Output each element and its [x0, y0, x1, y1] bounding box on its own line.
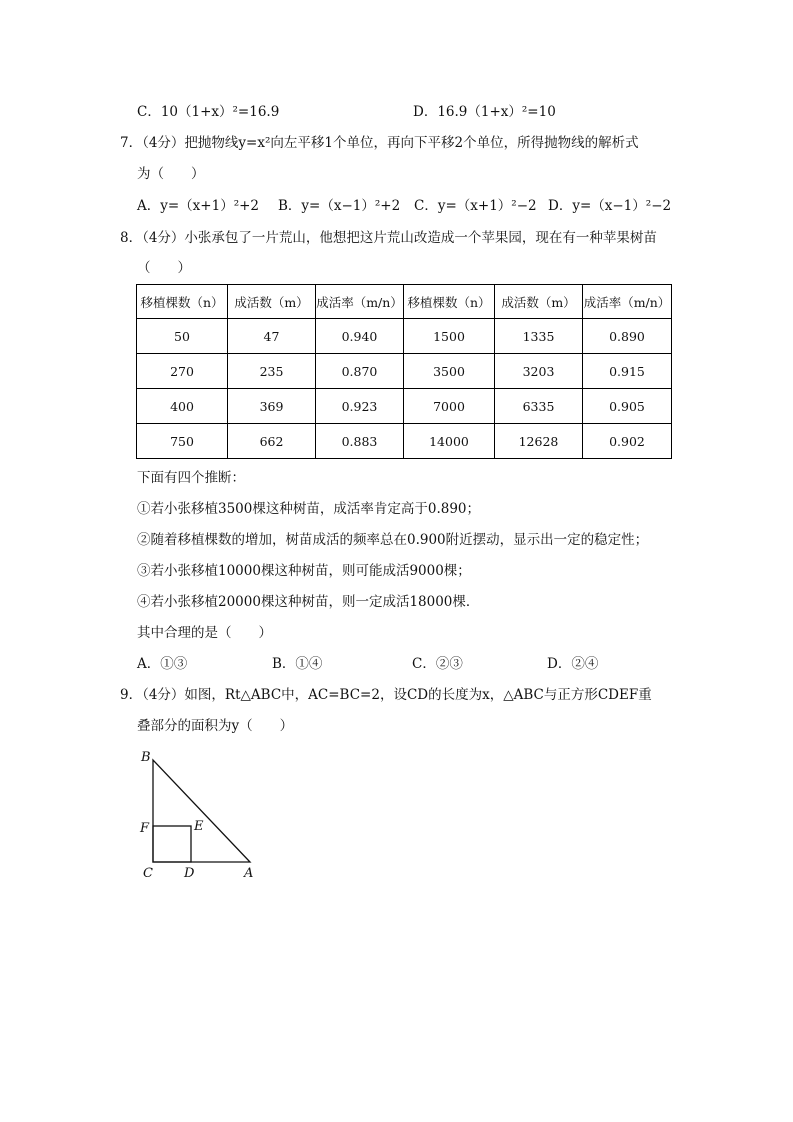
q7-option-c: C．y=（x+1）²−2 — [414, 198, 537, 214]
q8-question: 其中合理的是（ ） — [137, 625, 272, 641]
table-header-row — [137, 285, 672, 319]
q6-option-d: D．16.9（1+x）²=10 — [413, 104, 556, 120]
table-cell: 0.940 — [316, 319, 404, 354]
q9-stem-line1: 9．（4分）如图，Rt△ABC中，AC=BC=2，设CD的长度为x，△ABC与正方形CDEF重 — [120, 687, 652, 703]
table-cell: 0.883 — [316, 424, 404, 459]
table-header: 成活率（m/n） — [316, 285, 404, 319]
q7-option-b: B．y=（x−1）²+2 — [278, 198, 401, 214]
table-cell: 50 — [137, 319, 228, 354]
table-cell: 0.870 — [316, 354, 404, 389]
table-cell: 400 — [137, 389, 228, 424]
label-a: A — [244, 866, 254, 881]
label-f: F — [140, 821, 150, 836]
triangle-abc — [153, 760, 250, 862]
table-cell: 0.905 — [583, 389, 672, 424]
q7-option-d: D．y=（x−1）²−2 — [548, 198, 672, 214]
triangle-square-figure — [136, 746, 276, 886]
table-header: 成活数（m） — [228, 285, 316, 319]
table-cell: 0.923 — [316, 389, 404, 424]
q8-option-b: B．①④ — [272, 656, 323, 672]
q8-statement-2: ②随着移植棵数的增加，树苗成活的频率总在0.900附近摆动，显示出一定的稳定性； — [137, 532, 649, 548]
q8-statement-1: ①若小张移植3500棵这种树苗，成活率肯定高于0.890； — [137, 501, 481, 517]
q9-stem-line2: 叠部分的面积为y（ ） — [137, 718, 294, 734]
table-cell: 750 — [137, 424, 228, 459]
label-b: B — [141, 750, 151, 765]
q8-option-a: A．①③ — [137, 656, 188, 672]
table-cell: 0.890 — [583, 319, 672, 354]
table-header: 移植棵数（n） — [404, 285, 495, 319]
table-header: 成活率（m/n） — [583, 285, 672, 319]
label-d: D — [184, 866, 195, 881]
table-cell: 1335 — [495, 319, 583, 354]
label-e: E — [194, 819, 204, 834]
table-cell: 0.902 — [583, 424, 672, 459]
q7-stem-line2: 为（ ） — [137, 166, 205, 182]
table-cell: 47 — [228, 319, 316, 354]
table-cell: 3500 — [404, 354, 495, 389]
q8-statement-4: ④若小张移植20000棵这种树苗，则一定成活18000棵． — [137, 594, 480, 610]
q8-option-c: C．②③ — [412, 656, 463, 672]
q6-option-c: C．10（1+x）²=16.9 — [137, 104, 280, 120]
table-cell: 0.915 — [583, 354, 672, 389]
table-cell: 369 — [228, 389, 316, 424]
table-cell: 6335 — [495, 389, 583, 424]
table-cell: 235 — [228, 354, 316, 389]
table-header: 成活数（m） — [495, 285, 583, 319]
table-cell: 1500 — [404, 319, 495, 354]
q7-stem-line1: 7．（4分）把抛物线y=x²向左平移1个单位，再向下平移2个单位，所得抛物线的解析式 — [120, 135, 639, 151]
table-row — [137, 354, 672, 389]
table-cell: 12628 — [495, 424, 583, 459]
table-row — [137, 319, 672, 354]
survival-rate-table — [136, 284, 672, 459]
q8-stem-line2: （ ） — [137, 260, 191, 276]
table-cell: 662 — [228, 424, 316, 459]
q8-statement-3: ③若小张移植10000棵这种树苗，则可能成活9000棵； — [137, 563, 471, 579]
label-c: C — [143, 866, 153, 881]
table-header: 移植棵数（n） — [137, 285, 228, 319]
table-row — [137, 389, 672, 424]
q8-option-d: D．②④ — [547, 656, 599, 672]
q7-option-a: A．y=（x+1）²+2 — [137, 198, 260, 214]
q8-inference-intro: 下面有四个推断： — [137, 470, 245, 486]
table-cell: 7000 — [404, 389, 495, 424]
table-cell: 270 — [137, 354, 228, 389]
table-row — [137, 424, 672, 459]
table-cell: 3203 — [495, 354, 583, 389]
square-cdef — [153, 826, 191, 862]
table-cell: 14000 — [404, 424, 495, 459]
q8-stem-line1: 8．（4分）小张承包了一片荒山，他想把这片荒山改造成一个苹果园，现在有一种苹果树苗 — [120, 230, 657, 246]
